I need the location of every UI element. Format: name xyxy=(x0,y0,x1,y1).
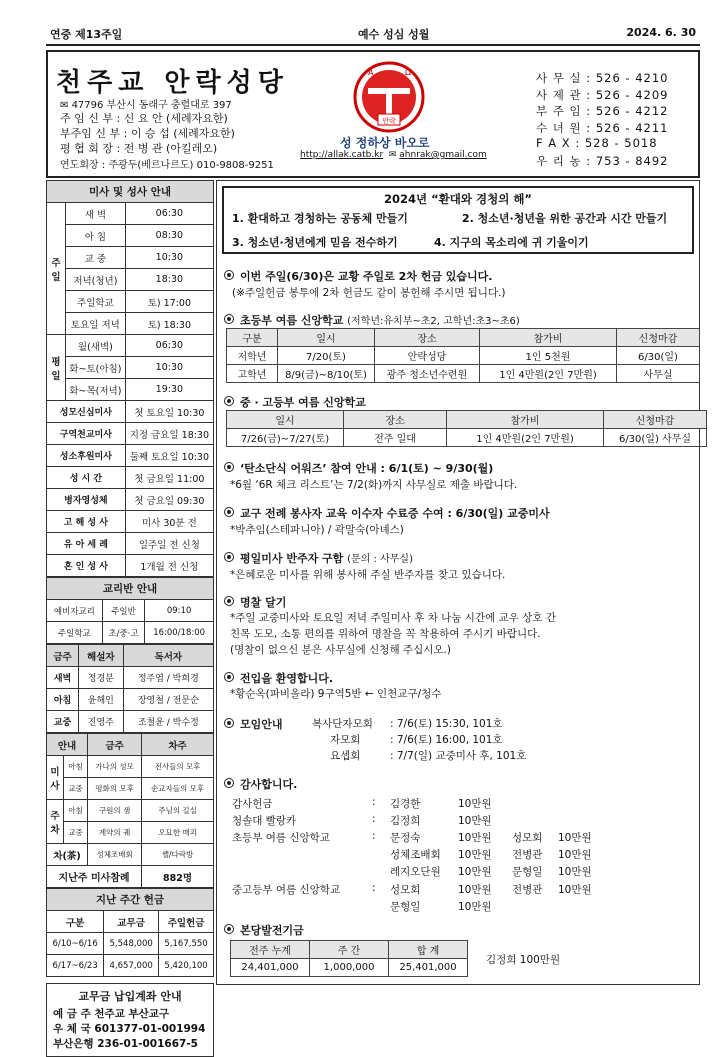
mass-time: 토) 17:00 xyxy=(125,291,213,313)
thanks-cell: : xyxy=(372,813,376,825)
notice-welcome-body: *황순옥(파비올라) 9구역5반 ← 인천교구/청수 xyxy=(230,688,442,700)
youth-camp-table xyxy=(226,410,707,447)
readers-header: 금주 xyxy=(47,645,79,667)
account-row xyxy=(53,1022,207,1037)
guide-cell: 계약의 궤 xyxy=(88,822,142,844)
mass-row xyxy=(47,225,214,247)
notice-nametag-line: (명찰이 없으신 분은 사무실에 신청해 주십시오.) xyxy=(230,644,451,656)
tea-row xyxy=(47,844,214,866)
meeting-info: : 7/7(일) 교중미사 후, 101호 xyxy=(390,750,527,762)
catechism-cell: 주일학교 xyxy=(47,622,103,644)
guide-cell: 아침 xyxy=(64,800,88,822)
camp-header: 신청마감 xyxy=(617,329,700,347)
sacrament-row xyxy=(47,555,214,577)
account-row xyxy=(53,1007,207,1022)
theme-item-1: 1. 환대하고 경청하는 공동체 만들기 xyxy=(232,212,408,225)
mass-name: 주일학교 xyxy=(66,291,126,313)
section-header-row xyxy=(47,181,214,203)
camp-row xyxy=(227,429,707,447)
camp-header: 장소 xyxy=(375,329,480,347)
notice-elementary-camp-title: 초등부 여름 신앙학교 (저학년:유치부~초2, 고학년:초3~초6) xyxy=(224,312,520,328)
theme-item-4: 4. 지구의 목소리에 귀 기울이기 xyxy=(434,236,589,249)
guide-table xyxy=(46,733,214,888)
bullet-icon xyxy=(224,462,234,472)
mass-name: 교 중 xyxy=(66,247,126,269)
camp-header: 참가비 xyxy=(480,329,617,347)
camp-header: 일시 xyxy=(278,329,375,347)
thanks-cell: 10만원 xyxy=(558,884,592,896)
notice-nametag-line: 친목 도모, 소통 편의를 위하여 명찰을 꼭 착용하여 주시기 바랍니다. xyxy=(230,628,541,640)
readers-header: 해설자 xyxy=(79,645,124,667)
fund-header: 합 계 xyxy=(389,941,468,959)
mass-time: 10:30 xyxy=(125,247,213,269)
theme-title: 2024년 “환대와 경청의 해” xyxy=(383,192,532,206)
thanks-cell: 10만원 xyxy=(558,866,592,878)
thanks-cell: 문정숙 xyxy=(390,832,421,844)
collection-cell: 5,167,550 xyxy=(159,933,214,955)
council-line: 평 협 회 장 : 전 병 관 (아킬레오) xyxy=(60,142,218,155)
catechism-row xyxy=(47,600,214,622)
account-label: 예 금 주 xyxy=(53,1008,95,1020)
sacrament-name: 혼 인 성 사 xyxy=(47,555,126,577)
bullet-icon xyxy=(224,718,234,728)
mass-row xyxy=(47,291,214,313)
guide-cell: 평화의 모후 xyxy=(88,778,142,800)
bullet-icon xyxy=(224,552,234,562)
account-box xyxy=(46,983,214,1057)
thanks-cell: 전병관 xyxy=(512,849,543,861)
pastor-line: 주 임 신 부 : 신 요 안 (세례자요한) xyxy=(60,112,228,125)
notice-collection-title: 이번 주일(6/30)은 교황 주일로 2차 헌금 있습니다. xyxy=(224,268,492,284)
guide-header: 안내 xyxy=(47,734,88,756)
camp-cell: 1인 5천원 xyxy=(480,347,617,365)
sacrament-time: 미사 30분 전 xyxy=(125,511,213,533)
mass-row xyxy=(47,357,214,379)
mass-name: 새 벽 xyxy=(66,203,126,225)
mass-name: 월(새벽) xyxy=(66,335,126,357)
readers-cell: 정경분 xyxy=(79,667,124,689)
readers-cell: 진영주 xyxy=(79,711,124,733)
notice-fund-title: 본당발전기금 xyxy=(224,922,304,938)
guide-cell: 주님의 길실 xyxy=(142,800,214,822)
website-link[interactable]: http://allak.catb.kr xyxy=(300,150,384,160)
guide-cell: 전사들의 모후 xyxy=(142,756,214,778)
theme-item-3: 3. 청소년·청년에게 믿음 전수하기 xyxy=(232,236,398,249)
guide-header: 금주 xyxy=(88,734,142,756)
collection-table xyxy=(46,888,214,977)
thanks-cell: 10만원 xyxy=(458,901,492,913)
meeting-info: : 7/6(토) 15:30, 101호 xyxy=(390,718,503,730)
catechism-title: 교리반 안내 xyxy=(47,578,214,600)
thanks-cell: 김경한 xyxy=(390,798,421,810)
guide-cell: 순교자들의 모후 xyxy=(142,778,214,800)
sacrament-row xyxy=(47,423,214,445)
guide-cell: 교중 xyxy=(64,778,88,800)
guide-group-label: 주차 xyxy=(47,800,64,844)
camp-cell: 광주 청소년수련원 xyxy=(375,365,480,383)
sacrament-name: 고 해 성 사 xyxy=(47,511,126,533)
thanks-cell: 10만원 xyxy=(458,849,492,861)
assistant-line: 부주임 신 부 : 이 승 섭 (세례자요한) xyxy=(60,127,235,140)
camp-cell: 8/9(금)~8/10(토) xyxy=(278,365,375,383)
collection-row xyxy=(47,955,214,977)
camp-cell: 7/20(토) xyxy=(278,347,375,365)
theme-box xyxy=(222,186,694,254)
notice-thanks-title: 감사합니다. xyxy=(224,776,297,792)
thanks-cell: 김정희 xyxy=(390,815,421,827)
bullet-icon xyxy=(224,396,234,406)
contact-line: F A X : 528 - 5018 xyxy=(536,136,658,150)
fund-header-row xyxy=(231,941,468,959)
camp-row xyxy=(227,365,700,383)
collection-header-row xyxy=(47,911,214,933)
mass-title: 미사 및 성사 안내 xyxy=(47,181,214,203)
sacrament-row xyxy=(47,445,214,467)
camp-header: 구분 xyxy=(227,329,278,347)
sacrament-name: 병자영성체 xyxy=(47,489,126,511)
parish-title: 천주교 안락성당 xyxy=(56,68,289,98)
svg-text:A: A xyxy=(368,68,374,77)
section-header-row xyxy=(47,578,214,600)
account-title: 교무금 납입계좌 안내 xyxy=(78,990,182,1003)
sacrament-time: 첫 토요일 10:30 xyxy=(125,401,213,423)
mass-time: 19:30 xyxy=(125,379,213,401)
fund-value: 1,000,000 xyxy=(310,959,389,977)
thanks-cell: 10만원 xyxy=(458,866,492,878)
notice-welcome-title: 전입을 환영합니다. xyxy=(224,670,333,686)
sacrament-row xyxy=(47,401,214,423)
bullet-icon xyxy=(224,672,234,682)
thanks-cell: 감사헌금 xyxy=(232,798,273,810)
mass-time: 08:30 xyxy=(125,225,213,247)
tea-cell: 성체조배회 xyxy=(88,844,142,866)
mass-name: 토요일 저녁 xyxy=(66,313,126,335)
sacrament-name: 성 시 간 xyxy=(47,467,126,489)
readers-cell: 윤해인 xyxy=(79,689,124,711)
web-links xyxy=(300,150,487,160)
account-label: 부산은행 xyxy=(53,1038,98,1050)
collection-cell: 5,420,100 xyxy=(159,955,214,977)
sacrament-time: 첫 금요일 09:30 xyxy=(125,489,213,511)
contact-line: 부 주 임 : 526 - 4212 xyxy=(536,104,669,118)
thanks-cell: 청솔대 빨랑카 xyxy=(232,815,297,827)
mass-row xyxy=(47,247,214,269)
thanks-cell: 중고등부 여름 신앙학교 xyxy=(232,884,341,896)
camp-header-row xyxy=(227,411,707,429)
thanks-cell: 문형일 xyxy=(390,901,421,913)
readers-row xyxy=(47,711,214,733)
account-value: 601377-01-001994 xyxy=(94,1023,206,1035)
readers-cell: 정주엽 / 박희경 xyxy=(123,667,213,689)
notice-nametag-title: 명찰 달기 xyxy=(224,594,286,610)
collection-header: 구분 xyxy=(47,911,104,933)
notice-carbon-title: ‘탄소단식 어워즈’ 참여 안내 : 6/1(토) ~ 9/30(월) xyxy=(224,460,493,476)
svg-text:Ω: Ω xyxy=(405,68,412,77)
collection-header: 주일헌금 xyxy=(159,911,214,933)
mass-row xyxy=(47,335,214,357)
thanks-cell: 전병관 xyxy=(512,884,543,896)
tea-cell: 쌜/다락방 xyxy=(142,844,214,866)
top-bar xyxy=(46,26,700,44)
notice-nametag-line: *주일 교중미사와 토요일 저녁 주일미사 후 차 나눔 시간에 교우 상호 간 xyxy=(230,612,556,624)
sacrament-time: 지정 금요일 18:30 xyxy=(125,423,213,445)
collection-cell: 5,548,000 xyxy=(104,933,159,955)
elementary-camp-table xyxy=(226,328,700,383)
feast-label: 예수 성심 성월 xyxy=(358,28,430,41)
bullet-icon xyxy=(224,924,234,934)
fund-table xyxy=(230,940,468,977)
thanks-cell: : xyxy=(372,882,376,894)
sacrament-name: 성모신심미사 xyxy=(47,401,126,423)
theme-item-2: 2. 청소년·청년을 위한 공간과 시간 만들기 xyxy=(462,212,668,225)
guide-row xyxy=(47,756,214,778)
camp-cell: 7/26(금)~7/27(토) xyxy=(227,429,344,447)
meeting-name: 요셉회 xyxy=(330,750,361,762)
contact-line: 사 무 실 : 526 - 4210 xyxy=(536,71,669,85)
catechism-cell: 09:10 xyxy=(145,600,214,622)
mass-name: 저녁(청년) xyxy=(66,269,126,291)
notice-liturgy-title: 교구 전례 봉사자 교육 이수자 수료증 수여 : 6/30(일) 교중미사 xyxy=(224,505,550,521)
notice-organist-title: 평일미사 반주자 구함 (문의 : 사무실) xyxy=(224,550,413,566)
meeting-info: : 7/6(토) 16:00, 101호 xyxy=(390,734,503,746)
contact-line: 수 녀 원 : 526 - 4211 xyxy=(536,120,669,135)
fund-row xyxy=(231,959,468,977)
thanks-cell: 문형일 xyxy=(512,866,543,878)
readers-cell: 아침 xyxy=(47,689,79,711)
guide-header-row xyxy=(47,734,214,756)
readers-cell: 장영철 / 전문순 xyxy=(123,689,213,711)
camp-cell: 사무실 xyxy=(617,365,700,383)
account-value: 236-01-001667-5 xyxy=(97,1038,198,1050)
sacrament-row xyxy=(47,533,214,555)
bullet-icon xyxy=(224,596,234,606)
bullet-icon xyxy=(224,507,234,517)
thanks-cell: 성체조배회 xyxy=(390,849,441,861)
mass-name: 아 침 xyxy=(66,225,126,247)
account-label: 우 체 국 xyxy=(53,1023,95,1035)
collection-cell: 6/17~6/23 xyxy=(47,955,104,977)
email-link[interactable]: ahnrak@gmail.com xyxy=(399,150,487,160)
weekday-label: 평일 xyxy=(47,335,66,401)
attendance-row xyxy=(47,866,214,888)
notice-meetings-title: 모임안내 xyxy=(224,716,283,732)
guide-cell: 가나의 성모 xyxy=(88,756,142,778)
sacrament-name: 성소후원미사 xyxy=(47,445,126,467)
sacrament-time: 일주일 전 신청 xyxy=(125,533,213,555)
camp-header: 참가비 xyxy=(447,411,604,429)
thanks-cell: 10만원 xyxy=(458,815,492,827)
sacrament-time: 1개월 전 신청 xyxy=(125,555,213,577)
date-label: 2024. 6. 30 xyxy=(626,26,696,39)
section-header-row xyxy=(47,889,214,911)
collection-cell: 4,657,000 xyxy=(104,955,159,977)
camp-row xyxy=(227,347,700,365)
guide-row xyxy=(47,778,214,800)
collection-cell: 6/10~6/16 xyxy=(47,933,104,955)
catechism-cell: 예비자교리 xyxy=(47,600,103,622)
notice-organist-body: *은혜로운 미사를 위해 봉사해 주실 반주자를 찾고 있습니다. xyxy=(230,569,506,581)
guide-group-label: 미사 xyxy=(47,756,64,800)
notice-collection-body: (※주일헌금 봉투에 2차 헌금도 같이 봉헌해 주시면 됩니다.) xyxy=(232,287,506,299)
readers-cell: 조철윤 / 박수정 xyxy=(123,711,213,733)
sacrament-row xyxy=(47,511,214,533)
catechism-cell: 주일반 xyxy=(102,600,145,622)
guide-cell: 교중 xyxy=(64,822,88,844)
readers-row xyxy=(47,667,214,689)
svg-text:안락: 안락 xyxy=(382,117,396,125)
camp-cell: 저학년 xyxy=(227,347,278,365)
sacrament-name: 구역천교미사 xyxy=(47,423,126,445)
mass-name: 화~목(저녁) xyxy=(66,379,126,401)
guide-row xyxy=(47,822,214,844)
guide-cell: 구원의 샘 xyxy=(88,800,142,822)
mass-time: 06:30 xyxy=(125,335,213,357)
mass-time: 18:30 xyxy=(125,269,213,291)
catechism-cell: 초/중·고 xyxy=(102,622,145,644)
camp-header: 일시 xyxy=(227,411,344,429)
mass-time: 06:30 xyxy=(125,203,213,225)
mass-schedule-table xyxy=(46,180,214,577)
thanks-cell: 10만원 xyxy=(558,849,592,861)
camp-cell: 6/30(일) 사무실 xyxy=(604,429,707,447)
mass-row xyxy=(47,313,214,335)
guide-row xyxy=(47,800,214,822)
thanks-cell: 10만원 xyxy=(458,832,492,844)
notice-youth-camp-title: 중 · 고등부 여름 신앙학교 xyxy=(224,394,366,410)
top-divider xyxy=(46,44,700,46)
camp-cell: 고학년 xyxy=(227,365,278,383)
thanks-cell: : xyxy=(372,796,376,808)
mass-name: 화~토(아침) xyxy=(66,357,126,379)
camp-cell: 1인 4만원(2인 7만원) xyxy=(480,365,617,383)
readers-header-row xyxy=(47,645,214,667)
fund-value: 24,401,000 xyxy=(231,959,310,977)
mass-row xyxy=(47,203,214,225)
catechism-row xyxy=(47,622,214,644)
bullet-icon xyxy=(224,314,234,324)
fund-value: 25,401,000 xyxy=(389,959,468,977)
account-row xyxy=(53,1037,207,1052)
notice-carbon-body: *6월 ‘6R 체크 리스트’는 7/2(화)까지 사무실로 제출 바랍니다. xyxy=(230,479,518,491)
sacrament-time: 첫 금요일 11:00 xyxy=(125,467,213,489)
thanks-cell: 레지오단원 xyxy=(390,866,441,878)
address: ✉ 47796 부산시 동래구 충렬대로 397 xyxy=(60,100,232,111)
bullet-icon xyxy=(224,778,234,788)
thanks-cell: : xyxy=(372,830,376,842)
readers-row xyxy=(47,689,214,711)
patron-saint: 성 정하상 바오로 xyxy=(340,136,430,150)
guide-cell: 아침 xyxy=(64,756,88,778)
collection-header: 교무금 xyxy=(104,911,159,933)
camp-cell: 1인 4만원(2인 7만원) xyxy=(447,429,604,447)
contact-line: 우 리 농 : 753 - 8492 xyxy=(536,153,669,168)
readers-cell: 교중 xyxy=(47,711,79,733)
readers-header: 독서자 xyxy=(123,645,213,667)
thanks-cell: 성모회 xyxy=(512,832,543,844)
attendance-value: 882명 xyxy=(142,866,214,888)
mass-time: 10:30 xyxy=(125,357,213,379)
sacrament-row xyxy=(47,467,214,489)
guide-header: 차주 xyxy=(142,734,214,756)
camp-cell: 전주 일대 xyxy=(344,429,447,447)
thanks-cell: 초등부 여름 신앙학교 xyxy=(232,832,330,844)
camp-cell: 6/30(일) xyxy=(617,347,700,365)
meeting-name: 복사단자모회 xyxy=(312,718,373,730)
notice-liturgy-body: *박추임(스테파니아) / 곽말숙(아녜스) xyxy=(230,524,404,536)
mail-icon: ✉ xyxy=(60,100,72,111)
camp-cell: 안락성당 xyxy=(375,347,480,365)
account-value: 천주교 부산교구 xyxy=(94,1008,170,1020)
parish-logo xyxy=(352,60,426,134)
catechism-table xyxy=(46,577,214,644)
thanks-cell: 10만원 xyxy=(458,884,492,896)
mass-row xyxy=(47,269,214,291)
readers-table xyxy=(46,644,214,733)
fund-note: 김정희 100만원 xyxy=(486,954,561,966)
camp-header: 신청마감 xyxy=(604,411,707,429)
week-label: 연중 제13주일 xyxy=(50,28,123,41)
sacrament-time: 둘째 토요일 10:30 xyxy=(125,445,213,467)
collection-row xyxy=(47,933,214,955)
thanks-cell: 10만원 xyxy=(558,832,592,844)
catechism-cell: 16:00/18:00 xyxy=(145,622,214,644)
sacrament-row xyxy=(47,489,214,511)
tea-label: 차(茶) xyxy=(47,844,88,866)
mass-row xyxy=(47,379,214,401)
sunday-label: 주일 xyxy=(47,203,66,335)
contact-line: 사 제 관 : 526 - 4209 xyxy=(536,87,669,102)
attendance-label: 지난주 미사참례 xyxy=(47,866,142,888)
bullet-icon xyxy=(224,270,234,280)
left-column xyxy=(46,180,214,1057)
account-rows xyxy=(53,1007,207,1052)
youth-line: 연도회장 : 주광두(베르나르도) 010-9808-9251 xyxy=(60,160,274,171)
readers-cell: 새벽 xyxy=(47,667,79,689)
thanks-cell: 성모회 xyxy=(390,884,421,896)
camp-header-row xyxy=(227,329,700,347)
mass-time: 토) 18:30 xyxy=(125,313,213,335)
camp-header: 장소 xyxy=(344,411,447,429)
thanks-cell: 10만원 xyxy=(458,798,492,810)
meeting-name: 자모회 xyxy=(330,734,361,746)
collection-title: 지난 주간 헌금 xyxy=(47,889,214,911)
fund-header: 주 간 xyxy=(310,941,389,959)
sacrament-name: 유 아 세 례 xyxy=(47,533,126,555)
guide-cell: 오묘한 매괴 xyxy=(142,822,214,844)
fund-header: 전주 누계 xyxy=(231,941,310,959)
mail-icon: ✉ xyxy=(386,150,400,160)
